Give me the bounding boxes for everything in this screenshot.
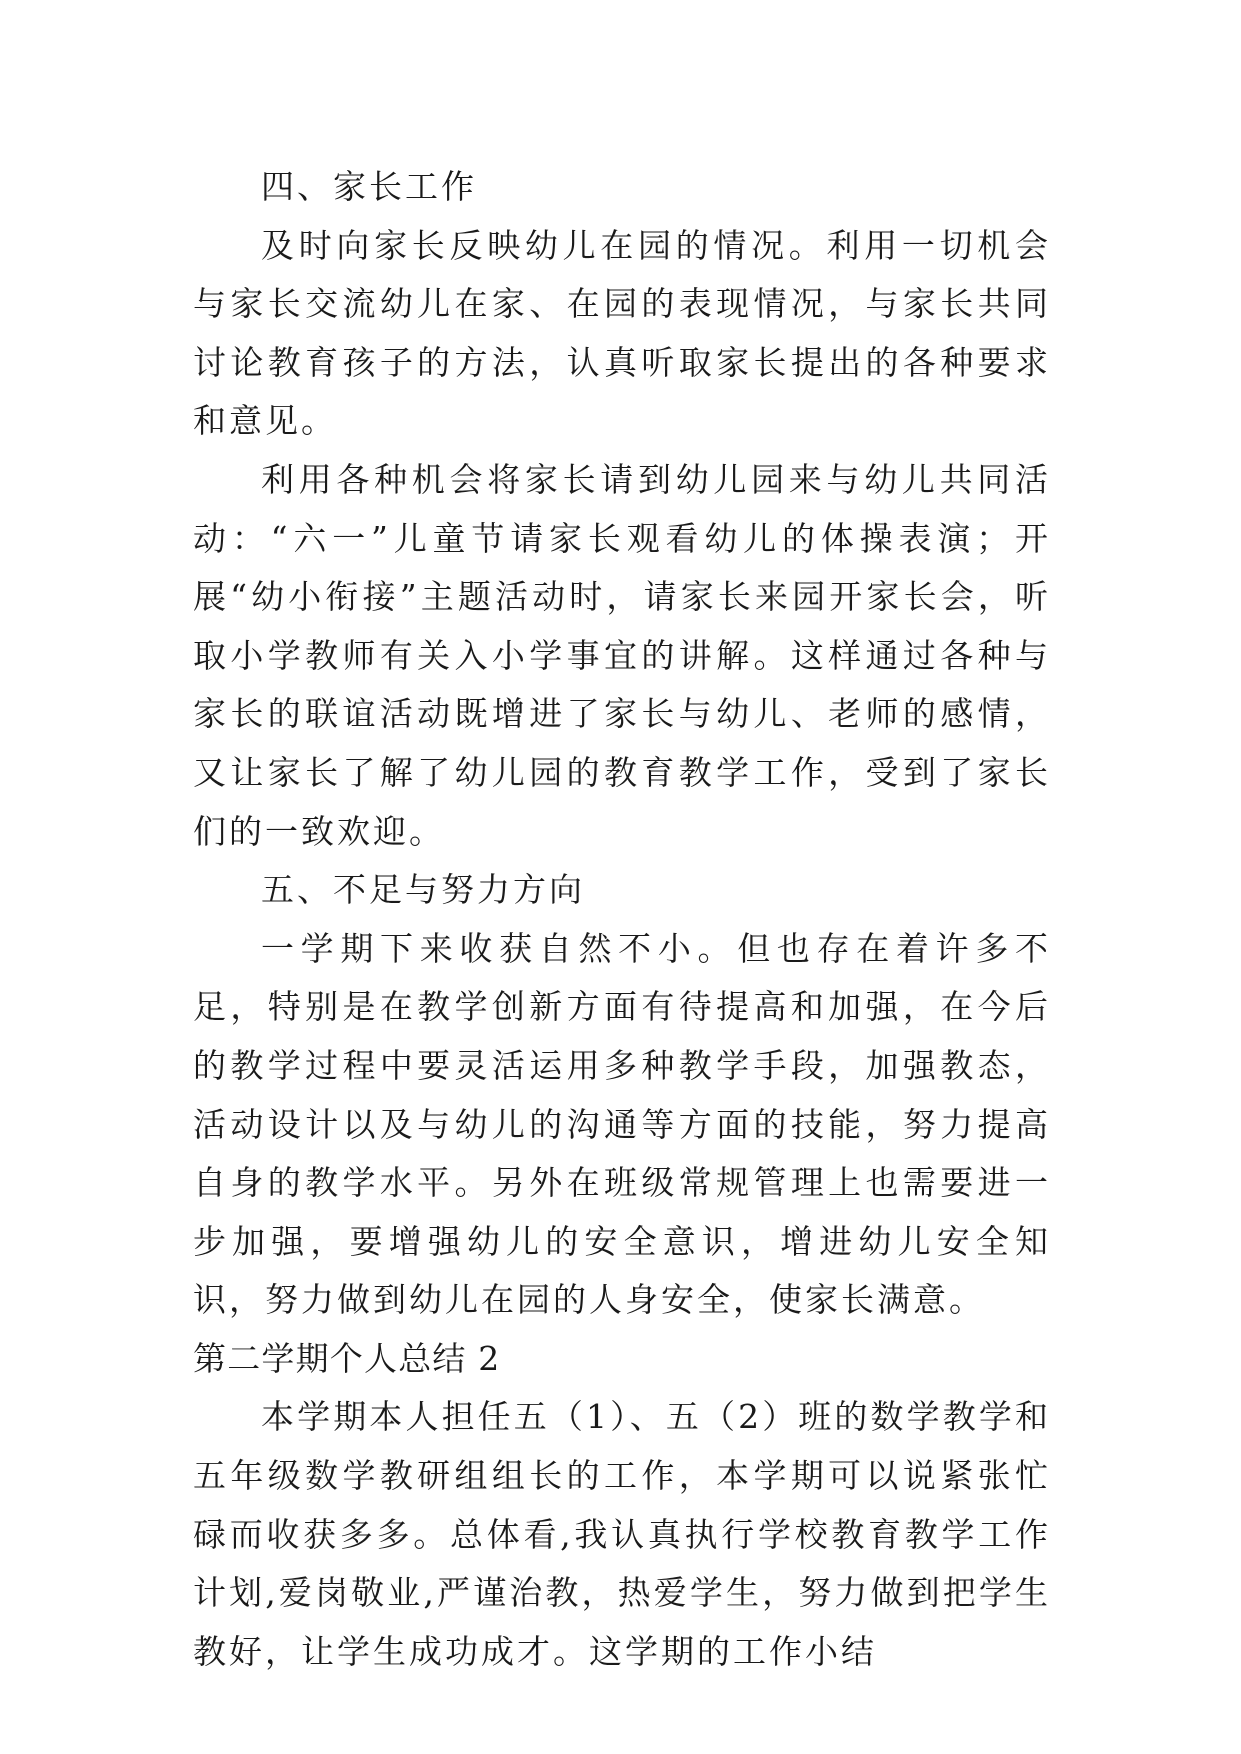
section-heading-shortcomings: 五、不足与努力方向 bbox=[261, 870, 585, 910]
document-page bbox=[193, 158, 1051, 1681]
document-title-summary-2: 第二学期个人总结 2 bbox=[193, 1338, 501, 1378]
section-heading-parent-work: 四、家长工作 bbox=[261, 167, 477, 206]
body-paragraph: 利用各种机会将家长请到幼儿园来与幼儿共同活动：“六一”儿童节请家长观看幼儿的体操表演；开展“幼小衔接”主题活动时，请家长来园开家长会，听取小学教师有关入小学事宜的讲解。这样通过各种与家长的联谊活动既增进了家长与幼儿、老师的感情，又让家长了解了幼儿园的教育教学工作，受到了家长们的一致欢迎。 bbox=[193, 459, 1051, 851]
body-paragraph: 一学期下来收获自然不小。但也存在着许多不足，特别是在教学创新方面有待提高和加强，在今后的教学过程中要灵活运用多种教学手段，加强教态，活动设计以及与幼儿的沟通等方面的技能，努力提高自身的教学水平。另外在班级常规管理上也需要进一步加强，要增强幼儿的安全意识，增进幼儿安全知识，努力做到幼儿在园的人身安全，使家长满意。 bbox=[193, 928, 1051, 1320]
body-paragraph: 本学期本人担任五（1）、五（2）班的数学教学和五年级数学教研组组长的工作，本学期可以说紧张忙碌而收获多多。总体看,我认真执行学校教育教学工作计划,爱岗敬业,严谨治教，热爱学生，努力做到把学生教好，让学生成功成才。这学期的工作小结 bbox=[193, 1397, 1051, 1671]
body-paragraph: 及时向家长反映幼儿在园的情况。利用一切机会与家长交流幼儿在家、在园的表现情况，与家长共同讨论教育孩子的方法，认真听取家长提出的各种要求和意见。 bbox=[193, 225, 1051, 441]
